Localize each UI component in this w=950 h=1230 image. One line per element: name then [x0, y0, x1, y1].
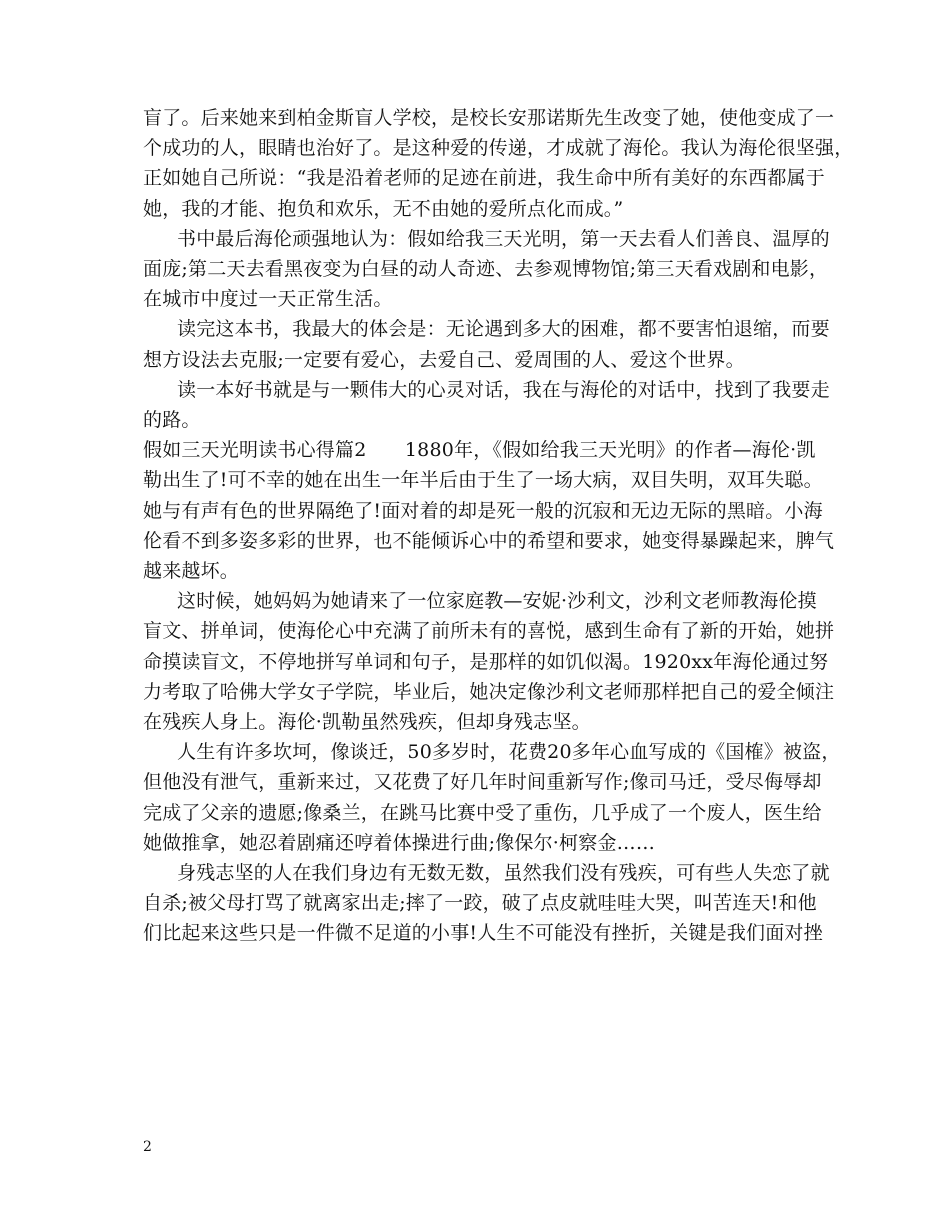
text-line: 在残疾人身上。海伦·凯勒虽然残疾，但却身残志坚。 — [143, 711, 591, 733]
text-line: 这时候，她妈妈为她请来了一位家庭教—安妮·沙利文，沙利文老师教海伦摸 — [177, 590, 817, 613]
text-line: 想方设法去克服;一定要有爱心，去爱自己、爱周围的人、爱这个世界。 — [143, 348, 745, 371]
text-line: 个成功的人，眼睛也治好了。是这种爱的传递，才成就了海伦。我认为海伦很坚强， — [143, 137, 854, 160]
text-line: 完成了父亲的遗愿;像桑兰，在跳马比赛中受了重伤，几乎成了一个废人，医生给 — [143, 801, 822, 824]
text-line: 身残志坚的人在我们身边有无数无数，虽然我们没有残疾，可有些人失恋了就 — [177, 862, 830, 884]
text-line: 自杀;被父母打骂了就离家出走;摔了一跤，破了点皮就哇哇大哭，叫苦连天!和他 — [143, 892, 817, 915]
text-line: 面庞;第二天去看黑夜变为白昼的动人奇迹、去参观博物馆;第三天看戏剧和电影， — [143, 258, 829, 280]
text-line: 读完这本书，我最大的体会是：无论遇到多大的困难，都不要害怕退缩，而要 — [177, 318, 830, 341]
text-line: 她与有声有色的世界隔绝了!面对着的却是死一般的沉寂和无边无际的黑暗。小海 — [143, 499, 823, 522]
text-line: 们比起来这些只是一件微不足道的小事!人生不可能没有挫折，关键是我们面对挫 — [143, 922, 823, 945]
text-line: 勒出生了!可不幸的她在出生一年半后由于生了一场大病，双目失明，双耳失聪。 — [143, 469, 823, 492]
text-line: 在城市中度过一天正常生活。 — [143, 288, 393, 311]
text-line: 越来越坏。 — [143, 560, 240, 582]
text-line: 正如她自己所说：“我是沿着老师的足迹在前进，我生命中所有美好的东西都属于 — [143, 167, 825, 190]
text-line: 命摸读盲文，不停地拼写单词和句子，是那样的如饥似渴。1920xx年海伦通过努 — [143, 650, 829, 673]
text-line: 她做推拿，她忍着剧痛还哼着体操进行曲;像保尔·柯察金…… — [143, 831, 656, 854]
text-line: 盲文、拼单词，使海伦心中充满了前所未有的喜悦，感到生命有了新的开始，她拼 — [143, 620, 835, 643]
text-line: 她，我的才能、抱负和欢乐，无不由她的爱所点化而成。” — [143, 197, 624, 220]
text-line: 书中最后海伦顽强地认为：假如给我三天光明，第一天去看人们善良、温厚的 — [177, 227, 830, 250]
page-number: 2 — [143, 1139, 152, 1155]
text-line: 力考取了哈佛大学女子学院，毕业后，她决定像沙利文老师那样把自己的爱全倾注 — [143, 680, 835, 703]
text-line: 伦看不到多姿多彩的世界，也不能倾诉心中的希望和要求，她变得暴躁起来，脾气 — [143, 529, 835, 552]
text-line: 盲了。后来她来到柏金斯盲人学校，是校长安那诺斯先生改变了她，使他变成了一 — [143, 107, 835, 129]
text-line: 假如三天光明读书心得篇2 1880年，《假如给我三天光明》的作者—海伦·凯 — [143, 439, 816, 462]
text-line: 读一本好书就是与一颗伟大的心灵对话，我在与海伦的对话中，找到了我要走 — [177, 378, 830, 401]
text-line: 人生有许多坎坷，像谈迁，50多岁时，花费20多年心血写成的《国榷》被盗， — [177, 741, 841, 764]
text-line: 的路。 — [143, 409, 201, 431]
text-line: 但他没有泄气，重新来过，又花费了好几年时间重新写作;像司马迁，受尽侮辱却 — [143, 771, 822, 794]
